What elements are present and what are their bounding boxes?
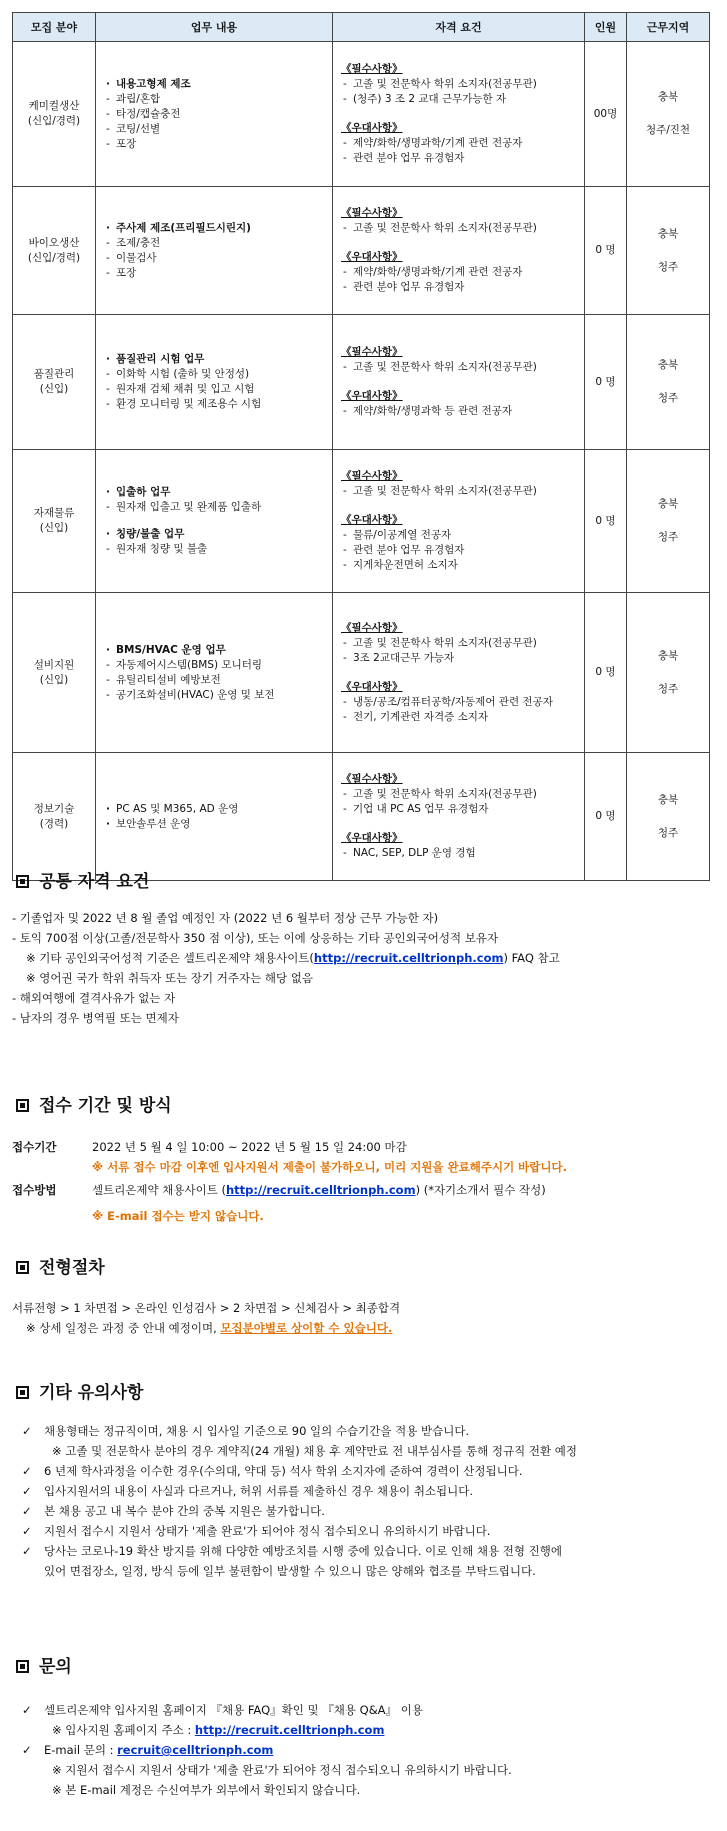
text: ※ 상세 일정은 과정 중 안내 예정이며, <box>26 1321 221 1335</box>
field-name: 정보기술 <box>33 802 75 815</box>
requirement-item: - 기업 내 PC AS 업무 유경험자 <box>341 802 576 817</box>
jobs-table <box>12 12 710 881</box>
section-etc <box>16 1378 143 1403</box>
list-item: ※ 지원서 접수시 지원서 상태가 '제출 완료'가 되어야 정식 접수되오니 유의하시기 바랍니다. <box>52 1763 512 1777</box>
list-item: - 토익 700점 이상(고졸/전문학사 350 점 이상), 또는 이에 상응하는 기타 공인외국어성적 보유자 <box>12 931 499 945</box>
required-title: 《필수사항》 <box>341 773 403 785</box>
requirement-item: - 고졸 및 전문학사 학위 소지자(전공무관) <box>341 636 576 651</box>
check-icon: ✓ <box>22 1484 32 1498</box>
preferred-item: - 제약/화학/생명과학/기계 관련 전공자 <box>341 136 576 151</box>
duty-item: - 조제/충전 <box>104 236 324 251</box>
location-cell <box>627 187 710 315</box>
required-title: 《필수사항》 <box>341 470 403 482</box>
count-cell: 0 명 <box>585 315 627 450</box>
field-name: (신입/경력) <box>27 115 81 127</box>
duty-item: · BMS/HVAC 운영 업무 <box>104 643 324 658</box>
list-item: ※ 고졸 및 전문학사 분야의 경우 계약직(24 개월) 채용 후 계약만료 전 내부심사를 통해 정규직 전환 예정 <box>52 1444 577 1458</box>
preferred-title: 《우대사항》 <box>341 514 403 526</box>
location-text: 충북 <box>657 793 679 806</box>
check-icon: ✓ <box>22 1743 32 1757</box>
section-common <box>16 867 149 892</box>
preferred-title: 《우대사항》 <box>341 832 403 844</box>
list-item: ※ 영어권 국가 학위 취득자 또는 장기 거주자는 해당 없음 <box>26 971 313 985</box>
count-cell: 0 명 <box>585 753 627 881</box>
required-title: 《필수사항》 <box>341 346 403 358</box>
location-text: 청주 <box>657 826 679 839</box>
square-bullet-icon <box>16 875 29 888</box>
header-location: 근무지역 <box>627 13 710 42</box>
field-name: (신입/경력) <box>27 251 81 264</box>
requirement-item: - 고졸 및 전문학사 학위 소지자(전공무관) <box>341 77 576 92</box>
count-cell: 00명 <box>585 42 627 187</box>
process-steps: 서류전형 > 1 차면접 > 온라인 인성검사 > 2 차면접 > 신체검사 > 최종합격 <box>12 1301 401 1315</box>
duty-cell <box>96 42 333 187</box>
section-contact <box>16 1652 72 1677</box>
duty-cell <box>96 187 333 315</box>
list-item <box>12 948 712 968</box>
requirements-cell <box>333 187 585 315</box>
list-item: - 남자의 경우 병역필 또는 면제자 <box>12 1011 179 1025</box>
location-cell <box>627 593 710 753</box>
count-cell: 0 명 <box>585 450 627 593</box>
list-item: 6 년제 학사과정을 이수한 경우(수의대, 약대 등) 석사 학위 소지자에 준하여 경력이 산정됩니다. <box>44 1464 523 1478</box>
contact-list <box>12 1700 712 1800</box>
field-name: 자재물류 <box>33 507 75 519</box>
duty-cell <box>96 315 333 450</box>
duty-item: - 이물검사 <box>104 251 324 266</box>
check-icon: ✓ <box>22 1544 32 1558</box>
preferred-item: - 전기, 기계관련 자격증 소지자 <box>341 710 576 725</box>
list-item: 셀트리온제약 입사지원 홈페이지 『채용 FAQ』확인 및 『채용 Q&A』 이용 <box>44 1703 423 1717</box>
section-title: 문의 <box>39 1657 72 1677</box>
location-text: 청주 <box>657 392 679 404</box>
requirements-cell <box>333 315 585 450</box>
table-row <box>13 450 710 593</box>
duty-item: · 주사제 제조(프리필드시린지) <box>104 221 324 236</box>
requirement-item: - 3조 2교대근무 가능자 <box>341 651 576 666</box>
field-name: (경력) <box>39 817 69 830</box>
requirements-cell <box>333 593 585 753</box>
square-bullet-icon <box>16 1261 29 1274</box>
duty-cell <box>96 753 333 881</box>
duty-item: · 내용고형제 제조 <box>104 77 324 92</box>
duty-item: - 코팅/선별 <box>104 122 324 137</box>
duty-item: - 원자재 입출고 및 완제품 입출하 <box>104 500 324 515</box>
location-cell <box>627 42 710 187</box>
table-header-row <box>13 13 710 42</box>
list-item: 입사지원서의 내용이 사실과 다르거나, 허위 서류를 제출하신 경우 채용이 취소됩니다. <box>44 1484 474 1498</box>
section-process <box>16 1253 105 1278</box>
warning-text: ※ 서류 접수 마감 이후엔 입사지원서 제출이 불가하오니, 미리 지원을 완료해주시기 바랍니다. <box>92 1160 567 1174</box>
field-cell <box>13 42 96 187</box>
list-item: 당사는 코로나-19 확산 방지를 위해 다양한 예방조치를 시행 중에 있습니다. 이로 인해 채용 전형 진행에 <box>44 1544 562 1558</box>
text: 셀트리온제약 채용사이트 ( <box>92 1183 226 1197</box>
header-duty: 업무 내용 <box>96 13 333 42</box>
duty-cell <box>96 593 333 753</box>
location-text: 충북 <box>657 91 679 103</box>
text: ) (*자기소개서 필수 작성) <box>415 1183 546 1197</box>
requirement-item: - 고졸 및 전문학사 학위 소지자(전공무관) <box>341 484 576 499</box>
list-item: ※ 본 E-mail 계정은 수신여부가 외부에서 확인되지 않습니다. <box>52 1783 361 1797</box>
requirements-cell <box>333 450 585 593</box>
requirements-cell <box>333 753 585 881</box>
duty-item: · 보안솔루션 운영 <box>104 817 324 832</box>
field-name: 케미컬생산 <box>28 100 80 112</box>
table-row <box>13 187 710 315</box>
header-field: 모집 분야 <box>13 13 96 42</box>
field-name: 바이오생산 <box>28 236 80 249</box>
preferred-item: - 냉동/공조/컴퓨터공학/자동제어 관련 전공자 <box>341 695 576 710</box>
text: ※ 기타 공인외국어성적 기준은 셀트리온제약 채용사이트( <box>26 951 314 965</box>
section-title: 전형절차 <box>39 1258 105 1278</box>
table-row <box>13 315 710 450</box>
count-cell: 0 명 <box>585 593 627 753</box>
apply-method <box>92 1180 546 1200</box>
requirement-item: - 고졸 및 전문학사 학위 소지자(전공무관) <box>341 787 576 802</box>
location-text: 청주/진천 <box>645 124 691 136</box>
check-icon: ✓ <box>22 1424 32 1438</box>
duty-cell <box>96 450 333 593</box>
etc-list <box>12 1421 712 1581</box>
duty-item: - 포장 <box>104 266 324 281</box>
square-bullet-icon <box>16 1386 29 1399</box>
field-cell <box>13 315 96 450</box>
preferred-item: - 제약/화학/생명과학 등 관련 전공자 <box>341 404 576 419</box>
section-title: 기타 유의사항 <box>39 1383 144 1403</box>
recruit-link[interactable]: http://recruit.celltrionph.com <box>313 951 504 965</box>
table-row <box>13 593 710 753</box>
section-title: 접수 기간 및 방식 <box>39 1096 172 1116</box>
required-title: 《필수사항》 <box>341 207 403 219</box>
field-name: (신입) <box>39 673 69 686</box>
location-text: 충북 <box>657 498 679 510</box>
location-cell <box>627 450 710 593</box>
preferred-title: 《우대사항》 <box>341 390 403 402</box>
duty-item: - 이화학 시험 (출하 및 안정성) <box>104 367 324 382</box>
table-row <box>13 42 710 187</box>
location-text: 충북 <box>657 359 679 371</box>
duty-item: - 공기조화설비(HVAC) 운영 및 보전 <box>104 688 324 703</box>
location-cell <box>627 753 710 881</box>
duty-item: - 원자재 검체 채취 및 입고 시험 <box>104 382 324 397</box>
label: 접수방법 <box>12 1183 57 1197</box>
common-list <box>12 908 712 1028</box>
duty-item: · 칭량/불출 업무 <box>104 527 324 542</box>
list-item: - 해외여행에 결격사유가 없는 자 <box>12 991 176 1005</box>
process-info <box>12 1298 712 1338</box>
apply-info <box>12 1137 712 1226</box>
list-item: 채용형태는 정규직이며, 채용 시 입사일 기준으로 90 일의 수습기간을 적용 받습니다. <box>44 1424 470 1438</box>
requirement-item: - 고졸 및 전문학사 학위 소지자(전공무관) <box>341 221 576 236</box>
location-text: 청주 <box>657 531 679 543</box>
field-name: 품질관리 <box>33 368 75 380</box>
duty-item: - 과립/혼합 <box>104 92 324 107</box>
preferred-item: - 제약/화학/생명과학/기계 관련 전공자 <box>341 265 576 280</box>
list-item: 있어 면접장소, 일정, 방식 등에 일부 불편함이 발생할 수 있으니 많은 양해와 협조를 부탁드립니다. <box>44 1564 536 1578</box>
required-title: 《필수사항》 <box>341 63 403 75</box>
recruit-link[interactable]: http://recruit.celltrionph.com <box>226 1183 416 1197</box>
count-cell: 0 명 <box>585 187 627 315</box>
field-cell <box>13 753 96 881</box>
requirement-item: - 고졸 및 전문학사 학위 소지자(전공무관) <box>341 360 576 375</box>
preferred-item: - 관련 분야 업무 유경험자 <box>341 151 576 166</box>
field-name: (신입) <box>39 383 69 395</box>
duty-item: - 포장 <box>104 137 324 152</box>
list-item: 본 채용 공고 내 복수 분야 간의 중복 지원은 불가합니다. <box>44 1504 325 1518</box>
duty-item: - 자동제어시스템(BMS) 모니터링 <box>104 658 324 673</box>
field-cell <box>13 187 96 315</box>
preferred-item: - 관련 분야 업무 유경험자 <box>341 543 576 558</box>
label: 접수기간 <box>12 1140 57 1154</box>
list-item: 지원서 접수시 지원서 상태가 '제출 완료'가 되어야 정식 접수되오니 유의하시기 바랍니다. <box>44 1524 491 1538</box>
duty-item: - 원자재 칭량 및 불출 <box>104 542 324 557</box>
field-cell <box>13 450 96 593</box>
check-icon: ✓ <box>22 1504 32 1518</box>
duty-item: - 환경 모니터링 및 제조용수 시험 <box>104 397 324 412</box>
duty-item: · PC AS 및 M365, AD 운영 <box>104 802 324 817</box>
check-icon: ✓ <box>22 1524 32 1538</box>
check-icon: ✓ <box>22 1703 32 1717</box>
field-cell <box>13 593 96 753</box>
square-bullet-icon <box>16 1099 29 1112</box>
square-bullet-icon <box>16 1660 29 1673</box>
list-item: - 기졸업자 및 2022 년 8 월 졸업 예정인 자 (2022 년 6 월부터 정상 근무 가능한 자) <box>12 911 439 925</box>
preferred-item: - 지게차운전면허 소지자 <box>341 558 576 573</box>
text: E-mail 문의 : <box>44 1743 118 1757</box>
field-name: 설비지원 <box>33 658 75 671</box>
preferred-item: - 관련 분야 업무 유경험자 <box>341 280 576 295</box>
required-title: 《필수사항》 <box>341 621 403 634</box>
header-count: 인원 <box>585 13 627 42</box>
duty-item: · 품질관리 시험 업무 <box>104 352 324 367</box>
check-icon: ✓ <box>22 1464 32 1478</box>
section-title: 공통 자격 요건 <box>39 872 150 892</box>
preferred-title: 《우대사항》 <box>341 251 403 263</box>
recruit-link[interactable]: http://recruit.celltrionph.com <box>194 1723 385 1737</box>
table-row <box>13 753 710 881</box>
text: ) FAQ 참고 <box>503 951 560 965</box>
preferred-item: - 물류/이공계열 전공자 <box>341 528 576 543</box>
email-link[interactable]: recruit@celltrionph.com <box>117 1743 274 1757</box>
duty-item: · 입출하 업무 <box>104 485 324 500</box>
location-cell <box>627 315 710 450</box>
apply-period: 2022 년 5 월 4 일 10:00 ~ 2022 년 5 월 15 일 24:00 마감 <box>92 1140 407 1154</box>
warning-text: ※ E-mail 접수는 받지 않습니다. <box>92 1209 264 1223</box>
requirement-item: - (청주) 3 조 2 교대 근무가능한 자 <box>341 92 576 107</box>
location-text: 청주 <box>657 260 679 273</box>
duty-item: - 유틸리티설비 예방보전 <box>104 673 324 688</box>
location-text: 청주 <box>657 682 679 695</box>
location-text: 충북 <box>657 649 679 662</box>
header-requirements: 자격 요건 <box>333 13 585 42</box>
requirements-cell <box>333 42 585 187</box>
section-apply <box>16 1091 172 1116</box>
warning-text: 모집분야별로 상이할 수 있습니다. <box>220 1321 393 1335</box>
text: ※ 입사지원 홈페이지 주소 : <box>52 1723 195 1737</box>
duty-item: - 타정/캡슐충전 <box>104 107 324 122</box>
preferred-item: - NAC, SEP, DLP 운영 경험 <box>341 846 576 861</box>
preferred-title: 《우대사항》 <box>341 680 403 693</box>
preferred-title: 《우대사항》 <box>341 122 403 134</box>
field-name: (신입) <box>39 522 69 534</box>
location-text: 충북 <box>657 227 679 240</box>
